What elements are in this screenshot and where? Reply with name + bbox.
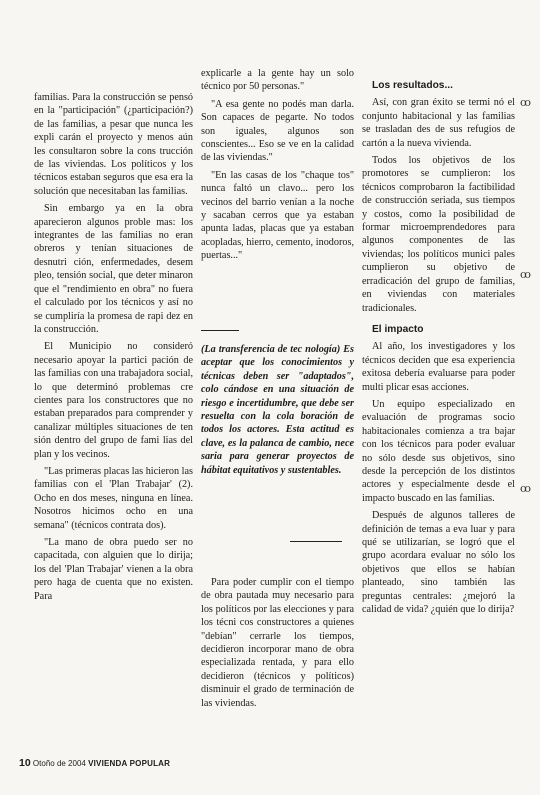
page-number: 10	[19, 757, 31, 769]
article-column-2	[201, 67, 354, 267]
page-footer	[19, 757, 170, 769]
article-column-2-lower	[201, 576, 354, 714]
section-heading-impact: El impacto	[372, 323, 424, 335]
paragraph: Sin embargo ya en la obra aparecieron algunos proble mas: los integrantes de las familias no eran obreros y tenían situaciones de desnutri ción, enfermedades, desem pleo, tensión social, que deter minaron que el "rendimiento en obra" no fuera el calculado por los técnicos y así no se cumpliría la promesa de rapi dez en la construcción.	[34, 203, 193, 335]
paragraph: Todos los objetivos de los promotores se cumplieron: los técnicos comprobaron la factibilidad de construcción seriada, sus tiempos y costos, como la posibilidad de formar microemprendedores para algunos componentes de las viviendas; los políticos munici pales cumplieron su objetivo de erradicación del grupo de familias, en viviendas con materiales tradicionales.	[362, 155, 515, 314]
pull-quote: (La transferencia de tec nología) Es aceptar que los conocimientos y técnicas deben ser "adaptados", colo cándose en una situación de riesgo e incertidumbre, que debe ser resuelta con la cola boración de todos los actores. Esta actitud es clave, es la palanca de cambio, nece saria para generar proyectos de hábitat equitativos y sustentables.	[201, 344, 354, 476]
scan-mark-icon: ꝏ	[520, 269, 531, 281]
article-column-3	[362, 79, 515, 620]
paragraph: El Municipio no consideró necesario apoyar la partici pación de las familias con una trabajadora social, lo que determinó problemas cre cientes para los constructores que no estaban preparados para comprender y canalizar múltiples situaciones de ten sión dentro del grupo de fami lias del plan y los vecinos.	[34, 341, 193, 460]
scan-mark-icon: ꝏ	[520, 97, 531, 109]
divider-rule	[201, 330, 239, 331]
paragraph: "A esa gente no podés man darla. Son capaces de pegarte. No todos son iguales, algunos son conscientes... Eso se ve en la calidad de las viviendas."	[201, 98, 354, 164]
paragraph: Para poder cumplir con el tiempo de obra pautada muy necesario para los políticos por las elecciones y para los técni cos constructores a quienes "debían" cerrarle los tiempos, decidieron incorporar mano de obra especializada rentada, y para ello decidieron (técnicos y políticos) disminuir el grado de terminación de las viviendas.	[201, 577, 354, 709]
paragraph: Así, con gran éxito se termi nó el conjunto habitacional y las familias se trasladan des de sus refugios de cartón a la nueva vivienda.	[362, 97, 515, 149]
issue-date: Otoño de 2004	[32, 759, 86, 768]
paragraph: Después de algunos talleres de definición de temas a eva luar y para qué se utilizarían, se logró que el grupo acordara evaluar no sólo los objetivos que ellos se habían planteado, sino también las preguntas centrales: ¿mejoró la calidad de vida? ¿quién que lo dirija?	[362, 510, 515, 616]
scan-mark-icon: ꝏ	[520, 483, 531, 495]
publication-name: VIVIENDA POPULAR	[88, 759, 171, 768]
paragraph: familias. Para la construcción se pensó en la "participación" (¿participación?) de las familias, a pesar que nunca les expli carán el proyecto y menos aún les consultaron sobre la cons trucción de las viviendas. Los políticos y los técnicos estaban seguros que esa era la solución que necesitaban las familias.	[34, 92, 193, 197]
divider-rule	[290, 541, 342, 542]
paragraph: "En las casas de los "chaque tos" nunca faltó un clavo... pero los vecinos del barrio venían a la noche y sacaban cerros que ya estaban apunta ladas, placas que ya estaban acopladas, hierro, cemento, inodoros, puertas..."	[201, 169, 354, 262]
article-column-1	[34, 91, 193, 607]
paragraph: "Las primeras placas las hicieron las familias con el 'Plan Trabajar' (2). Ocho en dos meses, ninguna en línea. Nosotros hicimos ocho en una semana" (técnicos contrata dos).	[34, 465, 193, 531]
paragraph: "La mano de obra puedo ser no capacitada, con alguien que lo dirija; los del 'Plan Trabajar' vienen a la obra pero haga de cuenta que no existen. Para	[34, 537, 193, 602]
paragraph: Al año, los investigadores y los técnicos deciden que esa experiencia exitosa debería evaluarse para poder multi plicar esas acciones.	[362, 341, 515, 393]
paragraph: explicarle a la gente hay un solo técnico por 50 personas."	[201, 68, 354, 93]
paragraph: Un equipo especializado en evaluación de programas socio habitacionales comienza a tra bajar con los técnicos para poder evaluar no sólo desde sus objetivos, sino desde la percepción de los distintos actores y especialmente desde el impacto buscado en las familias.	[362, 398, 515, 504]
section-heading-results: Los resultados...	[372, 80, 453, 91]
